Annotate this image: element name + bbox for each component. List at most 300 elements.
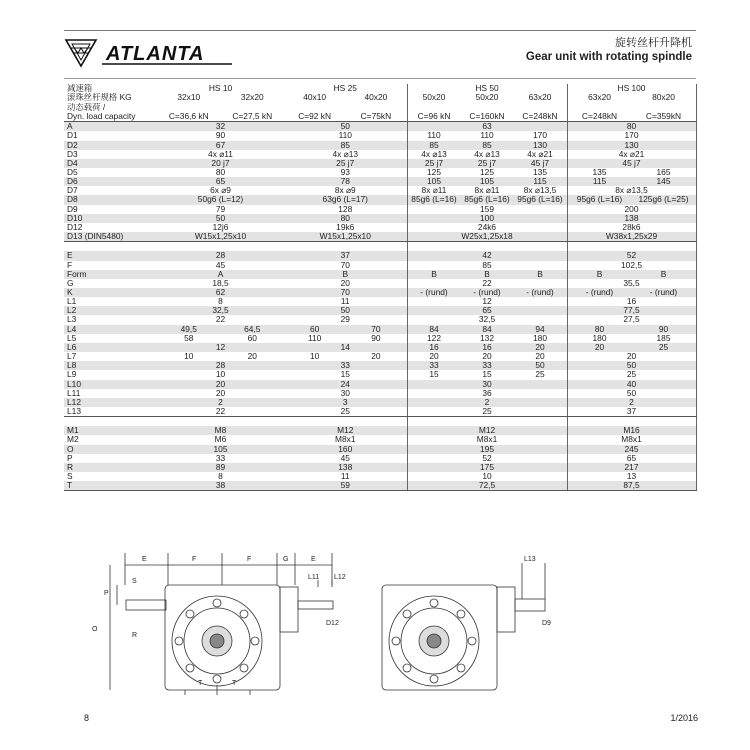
table-row: [64, 186, 696, 195]
table-cell: [157, 334, 284, 343]
row-label: M2: [67, 435, 79, 445]
table-row: [64, 426, 696, 435]
row-label: D4: [64, 159, 157, 168]
table-subcell: 60: [309, 324, 320, 334]
table-subcell: 4x ⌀13: [421, 149, 447, 159]
table-cell: 12: [157, 343, 284, 352]
table-cell: 52: [407, 454, 567, 463]
table-row: [64, 223, 696, 232]
table-subcell: 50x20: [475, 93, 499, 103]
table-subcell: 135: [533, 167, 547, 177]
table-cell: 8: [218, 297, 223, 307]
table-row: [64, 297, 696, 306]
table-cell: 78: [284, 177, 407, 186]
table-subcell: 20: [594, 342, 605, 352]
table-subcell: 105: [427, 177, 441, 187]
table-subcell: 50x20: [422, 93, 446, 103]
table-cell: 24k6: [407, 223, 567, 232]
table-cell: 93: [284, 168, 407, 177]
table-cell: 217: [567, 463, 696, 472]
row-label: L6: [64, 343, 157, 352]
table-row: [64, 380, 696, 389]
table-subcell: 32x10: [177, 93, 201, 103]
table-header-row: [64, 84, 696, 93]
row-label: D6: [64, 177, 157, 186]
dim-label-t: T: [198, 680, 203, 687]
table-cell: 14: [284, 343, 407, 352]
table-subcell: 122: [427, 333, 441, 343]
row-label: O: [64, 445, 157, 454]
table-cell: 10: [407, 472, 567, 481]
table-subcell: C=92 kN: [298, 111, 332, 121]
table-subcell: 90: [658, 324, 669, 334]
row-label: T: [64, 481, 157, 491]
table-cell: 50: [567, 361, 696, 370]
table-cell: [407, 334, 567, 343]
table-subcell: 85: [429, 140, 439, 150]
table-cell: M16: [567, 426, 696, 435]
table-cell: M12: [407, 426, 567, 435]
table-subcell: 95g6 (L=16): [517, 195, 563, 205]
table-cell: 20 j7: [157, 159, 284, 168]
table-cell: [284, 112, 407, 122]
table-cell: 45: [284, 454, 407, 463]
table-row: [64, 472, 696, 481]
table-cell: [407, 150, 567, 159]
table-cell: [157, 103, 284, 112]
title-english: Gear unit with rotating spindle: [525, 51, 692, 63]
row-label: D7: [67, 186, 78, 196]
table-cell: [407, 195, 567, 204]
row-label: D5: [67, 167, 78, 177]
table-subcell: 125g6 (L=25): [638, 195, 689, 205]
table-cell: [407, 112, 567, 122]
table-cell: 8x ⌀9: [284, 186, 407, 195]
row-label: L12: [64, 398, 157, 407]
table-cell: 200: [567, 205, 696, 214]
table-cell: M8x1: [284, 435, 407, 444]
table-cell: 50: [157, 214, 284, 223]
row-label: G: [67, 278, 74, 288]
row-label: D10: [64, 214, 157, 223]
dim-label-d9: D9: [542, 620, 551, 627]
row-label: P: [67, 453, 73, 463]
dim-label-e: E: [142, 556, 147, 563]
table-subcell: 105: [480, 177, 494, 187]
table-cell: 72,5: [407, 481, 567, 491]
model-heading: HS 25: [284, 84, 407, 93]
table-subcell: C=248kN: [581, 111, 618, 121]
table-subcell: 25 j7: [424, 158, 444, 168]
row-label: L5: [67, 333, 77, 343]
dim-label-l12: L12: [334, 574, 346, 581]
table-cell: [407, 370, 567, 379]
table-cell: 33: [215, 453, 226, 463]
model-heading: HS 100: [567, 84, 696, 93]
table-subcell: 145: [656, 177, 671, 187]
table-row: [64, 361, 696, 370]
row-label: F: [67, 260, 73, 270]
table-cell: 79: [215, 204, 226, 214]
table-cell: 20: [567, 352, 696, 361]
table-subcell: B: [660, 269, 667, 279]
table-cell: 4x ⌀13: [284, 150, 407, 159]
table-row: [64, 463, 696, 472]
table-cell: 30: [284, 389, 407, 398]
table-cell: 25 j7: [284, 159, 407, 168]
table-cell: M6: [214, 435, 227, 445]
table-cell: W25x1,25x18: [407, 232, 567, 242]
row-label: L11: [67, 388, 81, 398]
table-cell: 85: [284, 141, 407, 150]
table-cell: 130: [567, 141, 696, 150]
table-cell: W38x1,25x29: [567, 232, 696, 242]
table-subcell: 4x ⌀13: [474, 149, 500, 159]
table-subcell: 20: [535, 352, 545, 362]
table-subcell: 64,5: [244, 324, 261, 334]
table-row: [64, 325, 696, 334]
row-label: K: [64, 288, 157, 297]
table-subcell: B: [484, 269, 490, 279]
table-cell: A: [157, 270, 284, 279]
table-subcell: 180: [533, 333, 547, 343]
table-subcell: 10: [309, 352, 320, 362]
table-cell: 70: [284, 261, 407, 270]
table-cell: [407, 131, 567, 140]
table-cell: 18,5: [212, 278, 229, 288]
table-header-row: [64, 103, 696, 112]
table-cell: 70: [284, 288, 407, 297]
table-cell: 29: [284, 315, 407, 324]
table-subcell: C=96 kN: [417, 111, 451, 121]
table-subcell: 45 j7: [530, 158, 550, 168]
table-row: [64, 334, 696, 343]
table-subcell: 185: [656, 333, 671, 343]
table-subcell: B: [537, 269, 543, 279]
table-cell: 30: [407, 380, 567, 389]
table-cell: 35,5: [567, 279, 696, 288]
technical-drawing: [90, 545, 650, 695]
table-subcell: 110: [480, 131, 494, 141]
row-label: D13 (DIN5480): [64, 232, 157, 242]
table-cell: [567, 195, 696, 204]
table-cell: [567, 270, 696, 279]
model-heading: HS 10: [208, 84, 233, 93]
table-row: [64, 288, 696, 297]
table-row: [64, 370, 696, 379]
page-number: 8: [84, 713, 90, 723]
table-cell: 160: [284, 445, 407, 454]
table-cell: [284, 103, 407, 112]
table-cell: 65: [157, 177, 284, 186]
table-subcell: 85g6 (L=16): [411, 195, 457, 205]
table-cell: 28: [157, 251, 284, 260]
table-subcell: C=160kN: [469, 111, 505, 121]
table-subcell: C=75kN: [360, 111, 392, 121]
row-label: D1: [67, 131, 78, 141]
table-subcell: C=36,6 kN: [168, 111, 209, 121]
dim-label-g: G: [283, 556, 289, 563]
table-cell: [407, 186, 567, 195]
dim-label-r: R: [132, 632, 138, 639]
table-cell: 4x ⌀11: [208, 149, 233, 159]
table-subcell: 130: [533, 140, 547, 150]
row-label: 滚珠丝杆规格 KG: [67, 93, 132, 103]
table-cell: 50: [284, 306, 407, 315]
table-subcell: 58: [184, 333, 194, 343]
dim-label-l11: L11: [308, 574, 320, 581]
table-cell: 50: [567, 389, 696, 398]
dim-label-p: P: [104, 590, 109, 597]
table-cell: 89: [157, 463, 284, 472]
table-subcell: C=248kN: [522, 111, 558, 121]
table-row: [64, 306, 696, 315]
table-row: [64, 435, 696, 444]
table-subcell: 8x ⌀11: [474, 186, 500, 196]
table-subcell: B: [431, 269, 437, 279]
table-cell: 11: [284, 472, 407, 481]
table-cell: [407, 288, 567, 297]
table-subcell: 15: [429, 370, 439, 380]
table-cell: 65: [567, 454, 696, 463]
table-cell: 22: [407, 279, 567, 288]
dim-label-f2: F: [247, 556, 252, 563]
table-subcell: 50: [535, 361, 545, 371]
table-cell: 85: [407, 261, 567, 270]
svg-text:ATLANTA: ATLANTA: [106, 43, 205, 65]
table-row: [64, 279, 696, 288]
table-row: [64, 445, 696, 454]
row-label: R: [64, 463, 157, 472]
table-cell: 24: [284, 380, 407, 389]
table-cell: 12j6: [212, 222, 229, 232]
table-subcell: 165: [656, 167, 671, 177]
table-cell: 45: [215, 260, 226, 270]
table-cell: [407, 103, 567, 112]
row-label: D3: [67, 149, 78, 159]
table-cell: 52: [567, 251, 696, 260]
table-subcell: 16: [429, 342, 439, 352]
table-row: [64, 389, 696, 398]
table-cell: 27,5: [567, 315, 696, 324]
table-cell: 20: [284, 279, 407, 288]
table-cell: 10: [215, 370, 226, 380]
table-row: [64, 261, 696, 270]
table-cell: 36: [407, 389, 567, 398]
table-cell: 16: [567, 297, 696, 306]
table-row: [64, 122, 696, 132]
dim-label-e2: E: [311, 556, 316, 563]
table-cell: 63g6 (L=17): [284, 195, 407, 204]
table-subcell: 49,5: [180, 324, 197, 334]
table-cell: 100: [407, 214, 567, 223]
table-cell: M8: [157, 426, 284, 435]
table-row: [64, 232, 696, 242]
table-cell: 37: [567, 407, 696, 417]
table-row: [64, 141, 696, 150]
table-cell: 28: [157, 361, 284, 370]
table-subcell: 8x ⌀11: [421, 186, 447, 196]
table-cell: 138: [284, 463, 407, 472]
row-label: Form: [64, 270, 157, 279]
edition-date: 1/2016: [670, 713, 698, 723]
table-subcell: 95g6 (L=16): [576, 195, 623, 205]
table-subcell: 115: [592, 177, 607, 187]
table-cell: 87,5: [567, 481, 696, 491]
table-cell: 38: [157, 481, 284, 491]
table-subcell: 20: [482, 352, 492, 362]
header-rule: [64, 78, 696, 79]
table-cell: 11: [284, 297, 407, 306]
table-cell: [157, 93, 284, 102]
row-label: Dyn. load capacity: [64, 112, 157, 122]
table-subcell: 115: [533, 177, 547, 187]
table-subcell: - (rund): [649, 287, 678, 297]
table-cell: 62: [157, 288, 284, 297]
table-subcell: 60: [247, 333, 257, 343]
table-cell: 22: [157, 407, 284, 417]
dim-label-f: F: [192, 556, 197, 563]
table-cell: 90: [215, 131, 226, 141]
row-label: A: [64, 122, 157, 132]
table-subcell: 63x20: [588, 93, 611, 103]
table-subcell: 84: [429, 324, 439, 334]
table-row: [64, 159, 696, 168]
table-cell: 12: [407, 297, 567, 306]
table-subcell: 70: [371, 324, 381, 334]
table-cell: 102,5: [567, 261, 696, 270]
table-subcell: 15: [482, 370, 492, 380]
table-row: [64, 481, 696, 491]
table-subcell: - (rund): [585, 287, 614, 297]
table-cell: B: [284, 270, 407, 279]
table-subcell: 110: [307, 333, 322, 343]
table-cell: [567, 168, 696, 177]
table-cell: M8x1: [567, 435, 696, 444]
table-cell: 80: [284, 214, 407, 223]
table-cell: 28k6: [567, 223, 696, 232]
dimension-table: [64, 84, 697, 491]
table-cell: 32: [157, 122, 284, 132]
table-gap-row: [64, 242, 696, 252]
logo-emblem-icon: [66, 40, 96, 66]
dim-label-o: O: [92, 626, 98, 633]
table-cell: [407, 361, 567, 370]
table-subcell: 63x20: [528, 93, 552, 103]
table-cell: 25: [567, 370, 696, 379]
table-cell: [567, 103, 696, 112]
row-label: L2: [64, 306, 157, 315]
table-row: [64, 270, 696, 279]
table-subcell: 33: [482, 361, 492, 371]
table-row: [64, 131, 696, 140]
table-subcell: 90: [371, 333, 381, 343]
page-title: [526, 37, 692, 64]
row-label: D8: [64, 195, 157, 204]
table-subcell: 4x ⌀21: [527, 149, 553, 159]
row-label: E: [64, 251, 157, 260]
table-subcell: 94: [535, 324, 545, 334]
table-row: [64, 454, 696, 463]
table-subcell: 80x20: [652, 93, 675, 103]
row-label: D2: [64, 141, 157, 150]
table-cell: 105: [157, 445, 284, 454]
table-cell: M8x1: [407, 435, 567, 444]
row-label: L1: [67, 297, 77, 307]
table-row: [64, 315, 696, 324]
table-subcell: 16: [482, 342, 492, 352]
table-cell: 15: [284, 370, 407, 379]
table-cell: 63: [407, 122, 567, 132]
dim-label-d12: D12: [326, 620, 339, 627]
row-label: L10: [64, 380, 157, 389]
table-cell: [157, 325, 284, 334]
table-cell: [407, 141, 567, 150]
table-subcell: - (rund): [473, 287, 501, 297]
row-label: S: [67, 472, 73, 482]
table-cell: 40: [567, 380, 696, 389]
output-shaft: [298, 601, 333, 609]
input-shaft: [126, 600, 166, 610]
table-subcell: 125: [427, 167, 441, 177]
table-subcell: 25: [535, 370, 545, 380]
table-cell: W15x1,25x10: [284, 232, 407, 242]
row-label: M1: [64, 426, 157, 435]
table-cell: 4x ⌀21: [567, 150, 696, 159]
table-cell: 13: [567, 472, 696, 481]
table-subcell: 40x20: [364, 93, 388, 103]
table-cell: 67: [157, 141, 284, 150]
table-subcell: C=27,5 kN: [232, 111, 273, 121]
table-cell: [407, 177, 567, 186]
table-cell: [284, 352, 407, 361]
table-subcell: 8x ⌀13,5: [523, 186, 557, 196]
table-subcell: 170: [533, 131, 547, 141]
table-row: [64, 343, 696, 352]
table-subcell: - (rund): [526, 287, 554, 297]
table-row: [64, 214, 696, 223]
table-cell: 8x ⌀13,5: [567, 186, 696, 195]
table-cell: 175: [407, 463, 567, 472]
table-gap-row: [64, 417, 696, 427]
table-subcell: C=359kN: [645, 111, 682, 121]
table-cell: [157, 112, 284, 122]
table-cell: [567, 334, 696, 343]
table-subcell: 85g6 (L=16): [464, 195, 510, 205]
table-subcell: 40x10: [303, 93, 327, 103]
table-cell: 65: [407, 306, 567, 315]
table-cell: 2: [407, 398, 567, 407]
table-row: [64, 168, 696, 177]
row-label: L8: [64, 361, 157, 370]
table-cell: 138: [567, 214, 696, 223]
row-label: 减速箱: [67, 84, 93, 93]
table-cell: 2: [567, 398, 696, 407]
table-cell: 3: [284, 398, 407, 407]
table-cell: 33: [284, 361, 407, 370]
table-subcell: 132: [480, 333, 494, 343]
table-cell: 22: [215, 315, 226, 325]
table-cell: 159: [407, 205, 567, 214]
row-label: D9: [67, 204, 78, 214]
table-row: [64, 251, 696, 260]
table-cell: 20: [215, 388, 226, 398]
row-label: L13: [64, 407, 157, 417]
table-subcell: 20: [247, 352, 257, 362]
table-subcell: 20: [429, 352, 439, 362]
row-label: L7: [67, 352, 77, 362]
table-cell: [567, 93, 696, 102]
